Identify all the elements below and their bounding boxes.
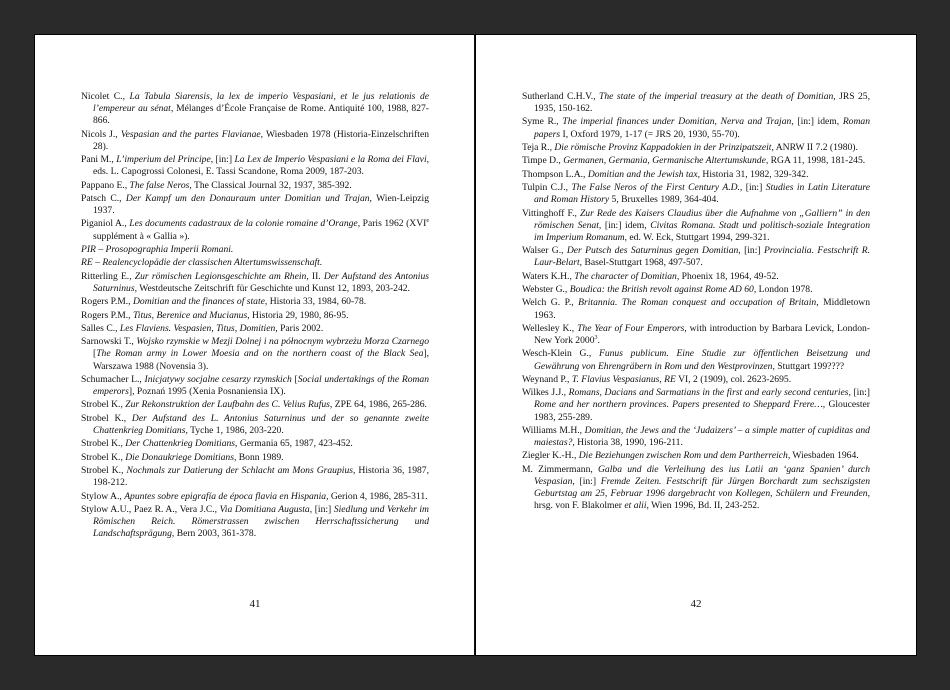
bibliography-entry xyxy=(522,271,870,283)
entry-text: Strobel K., xyxy=(81,412,132,424)
entry-text: Sarnowski T., xyxy=(81,336,137,348)
page-number: 41 xyxy=(249,598,261,610)
entry-text: Rogers P.M., xyxy=(81,296,133,308)
superscript-text: 3 xyxy=(594,334,598,341)
italic-title-text: Vespasian and the partes Flavianae xyxy=(120,128,261,140)
bibliography-entry xyxy=(81,465,429,489)
bibliography-entry xyxy=(522,116,870,140)
entry-text: , Gerion 4, 1986, 285-311. xyxy=(326,490,428,502)
superscript-text: e xyxy=(426,218,429,225)
italic-title-text: Der Chattenkrieg Domitians xyxy=(125,438,236,450)
entry-text: supplément à « Gallia »). xyxy=(93,230,190,242)
bibliography-entry xyxy=(81,491,429,503)
italic-title-text: The Year of Four Emperors xyxy=(577,322,685,334)
entry-text: Walser G., xyxy=(522,245,567,257)
entry-text: Vittinghoff F., xyxy=(522,207,580,219)
bibliography-entry xyxy=(81,193,429,217)
bibliography-entry xyxy=(522,208,870,244)
entry-text: Williams M.H., xyxy=(522,424,585,436)
entry-text: , [in:] xyxy=(210,154,235,166)
italic-title-text: The False Neros of the First Century A.D. xyxy=(571,182,740,194)
italic-title-text: PIR – Prosopographia Imperii Romani. xyxy=(81,243,234,255)
italic-title-text: Britannia. The Roman conquest and occupation of Britain xyxy=(578,297,817,309)
entry-text: I, Oxford 1979, 1-17 (= JRS 20, 1930, 55-70). xyxy=(560,128,740,140)
bibliography-entry xyxy=(81,504,429,540)
entry-text: , Gloucester 1983, 255-289. xyxy=(534,399,870,423)
bibliography-entry xyxy=(81,91,429,127)
entry-text: , Bern 2003, 361-378. xyxy=(171,528,257,540)
entry-text: , [in:] xyxy=(572,475,601,487)
bibliography-entry xyxy=(81,218,429,242)
bibliography-entry xyxy=(81,296,429,308)
entry-text: , eds. L. Capogrossi Colonesi, E. Tassi Scandone, Roma 2009, 187-203. xyxy=(93,154,430,178)
entry-text: Wesch-Klein G., xyxy=(522,348,599,360)
entry-text: , RGA 11, 1998, 181-245. xyxy=(765,155,866,167)
italic-title-text: La Tabula Siarensis, la lex de imperio Vespasiani, et le jus relationis de l’empereur au sénat xyxy=(93,91,429,115)
entry-text: , The Classical Journal 32, 1937, 385-392. xyxy=(189,179,352,191)
italic-title-text: Die Beziehungen zwischen Rom und dem Partherreich xyxy=(578,450,788,462)
entry-text: Wellesley K., xyxy=(522,322,578,334)
entry-text: Ritterling E., xyxy=(81,270,135,282)
entry-text: Schumacher L., xyxy=(81,373,145,385)
entry-text: Patsch C., xyxy=(81,192,126,204)
italic-title-text: La Lex de Imperio Vespasiani e la Roma dei Flavi xyxy=(234,154,427,166)
entry-text: Tulpin C.J., xyxy=(522,182,572,194)
entry-text: Syme R., xyxy=(522,116,563,128)
entry-text: , London 1978. xyxy=(753,284,813,296)
entry-text: , Phoenix 18, 1964, 49-52. xyxy=(676,270,779,282)
bibliography-entry xyxy=(522,182,870,206)
entry-text: VI, 2 (1909), col. 2623-2695. xyxy=(675,373,792,385)
left-page xyxy=(34,34,476,656)
bibliography-entry xyxy=(81,180,429,192)
entry-text: Pani M., xyxy=(81,154,117,166)
entry-text: , II. xyxy=(306,270,324,282)
italic-title-text: Zur Rekonstruktion der Laufbahn des C. Velius Rufus xyxy=(125,399,330,411)
entry-text: Nicols J., xyxy=(81,128,121,140)
entry-text: , Middletown 1963. xyxy=(534,297,871,321)
bibliography-entry xyxy=(522,464,870,512)
italic-title-text: Zur römischen Legionsgeschichte am Rhein xyxy=(134,270,307,282)
italic-title-text: Der Putsch des Saturninus gegen Domitian xyxy=(566,245,739,257)
entry-text: Piganiol A., xyxy=(81,218,130,230)
entry-text: , hrsg. von F. Blakolmer xyxy=(534,487,870,512)
entry-text: , Paris 1962 (XVI xyxy=(357,218,427,230)
italic-title-text: Fremde Zeiten. Festschrift für Jürgen Borchardt zum sechszigsten Geburtstag am 25, Februar 1996 dargebracht von Kollegen, Schülern und Freunden xyxy=(534,475,871,499)
italic-title-text: Der Aufstand des Antonius Saturninus xyxy=(93,270,429,294)
bibliography-entry xyxy=(522,323,870,347)
entry-text: , Mélanges d’École Française de Rome. Antiquité 100, 1988, 827-866. xyxy=(93,103,429,127)
entry-text: Welch G. P., xyxy=(522,297,579,309)
entry-text: , ed. W. Eck, Stuttgart 1994, 299-321. xyxy=(624,231,770,243)
entry-text: , Historia 38, 1990, 196-211. xyxy=(572,436,683,448)
entry-text: M. Zimmermann, xyxy=(522,463,598,475)
bibliography-entry xyxy=(81,336,429,372)
entry-text: Strobel K., xyxy=(81,438,126,450)
italic-title-text: Germanen, Germania, Germanische Altertumskunde xyxy=(563,155,766,167)
bibliography-list xyxy=(522,91,870,513)
bibliography-entry xyxy=(81,154,429,178)
entry-text: Rogers P.M., xyxy=(81,309,133,321)
entry-text: , Wien-Leipzig 1937. xyxy=(93,192,429,217)
entry-text: , [in:] idem, xyxy=(598,219,651,231)
entry-text: . xyxy=(597,335,600,347)
entry-text: Strobel K., xyxy=(81,451,126,463)
italic-title-text: Via Domitiana Augusta xyxy=(219,503,310,515)
entry-text: , Wiesbaden 1978 (Historia-Einzelschriften 28). xyxy=(93,128,429,152)
italic-title-text: Roman papers xyxy=(534,116,870,140)
italic-title-text: Funus publicum. Eine Studie zur öffentlichen Beisetzung und Gewährung von Ehrengräbern in Rom und den Westprovinzen xyxy=(534,348,870,372)
entry-text: 5, Bruxelles 1989, 364-404. xyxy=(609,194,719,206)
bibliography-entry xyxy=(522,91,870,115)
entry-text: , Tyche 1, 1986, 203-220. xyxy=(185,424,284,436)
bibliography-entry xyxy=(522,297,870,321)
entry-text: [ xyxy=(291,373,298,385)
bibliography-entry xyxy=(81,257,429,269)
entry-text: , [in:] idem, xyxy=(791,116,843,128)
italic-title-text: Der Aufstand des L. Antonius Saturninus und der so genannte zweite Chattenkrieg Domitians xyxy=(93,412,429,436)
bibliography-entry xyxy=(522,425,870,449)
entry-text: , Paris 2002. xyxy=(275,322,324,334)
page-number: 42 xyxy=(690,598,702,610)
bibliography-entry xyxy=(522,374,870,386)
entry-text: , [in:] xyxy=(739,182,766,194)
entry-text: , Germania 65, 1987, 423-452. xyxy=(235,438,353,450)
italic-title-text: Apuntes sobre epigrafía de época flavia en Hispania xyxy=(124,490,327,502)
entry-text: Timpe D., xyxy=(522,155,564,167)
italic-title-text: RE xyxy=(664,373,676,385)
bibliography-entry xyxy=(81,129,429,153)
italic-title-text: Boudica: the British revolt against Rome AD 60 xyxy=(569,284,754,296)
entry-text: Strobel K., xyxy=(81,399,126,411)
bibliography-entry xyxy=(81,323,429,335)
italic-title-text: Zur Rede des Kaisers Claudius über die Aufnahme von „Galliern” in den römischen Senat xyxy=(534,207,871,231)
bibliography-entry xyxy=(81,399,429,411)
bibliography-entry xyxy=(522,387,870,423)
entry-text: Stylow A., xyxy=(81,490,125,502)
italic-title-text: Social undertakings of the Roman emperors xyxy=(93,373,430,398)
entry-text: Weynand P., xyxy=(522,373,572,385)
entry-text: Wilkes J.J., xyxy=(522,387,569,399)
bibliography-entry xyxy=(81,244,429,256)
bibliography-entry xyxy=(522,142,870,154)
entry-text: ], Warszawa 1988 (Novensia 3). xyxy=(93,348,429,372)
italic-title-text: Domitian and the Jewish tax xyxy=(587,168,698,180)
entry-text: , Westdeutsche Zeitschrift für Geschichte und Kunst 12, 1893, 203-242. xyxy=(134,282,410,294)
italic-title-text: Provincialia. Festschrift R. Laur-Belart xyxy=(534,245,871,269)
italic-title-text: The state of the imperial treasury at the death of Domitian xyxy=(599,91,834,102)
italic-title-text: Die Donaukriege Domitians xyxy=(125,451,234,463)
italic-title-text: Die römische Provinz Kappadokien in der Prinzipatszeit xyxy=(554,141,772,153)
italic-title-text: Der Kampf um den Donauraum unter Domitian und Trajan xyxy=(125,192,370,204)
entry-text: Pappano E., xyxy=(81,179,130,191)
bibliography-entry xyxy=(522,284,870,296)
entry-text: , Wiesbaden 1964. xyxy=(787,450,859,462)
entry-text: Thompson L.A., xyxy=(522,168,588,180)
bibliography-entry xyxy=(522,155,870,167)
entry-text: Salles C., xyxy=(81,322,120,334)
italic-title-text: Les Flaviens. Vespasien, Titus, Domitien xyxy=(119,322,276,334)
entry-text: ], Poznań 1995 (Xenia Posnaniensia IX). xyxy=(128,386,286,398)
italic-title-text: Domitian and the finances of state xyxy=(132,296,265,308)
bibliography-list xyxy=(81,91,429,542)
italic-title-text: The character of Domitian xyxy=(574,270,677,282)
italic-title-text: L’imperium del Principe xyxy=(116,154,211,166)
bibliography-entry xyxy=(81,452,429,464)
italic-title-text: The imperial finances under Domitian, Nerva and Trajan xyxy=(562,116,792,128)
entry-text: Stylow A.U., Paez R. A., Vera J.C., xyxy=(81,503,220,515)
entry-text: , with introduction by Barbara Levick, London-New York 2000 xyxy=(534,322,870,347)
bibliography-entry xyxy=(81,374,429,398)
entry-text: Ziegler K.-H., xyxy=(522,450,579,462)
bibliography-entry xyxy=(81,271,429,295)
italic-title-text: Titus, Berenice and Mucianus xyxy=(132,309,248,321)
entry-text: Sutherland C.H.V., xyxy=(522,91,600,102)
italic-title-text: Domitian, the Jews and the ‘Judaizers’ – a simple matter of cupiditas and maiestas? xyxy=(534,424,870,448)
bibliography-entry xyxy=(522,450,870,462)
italic-title-text: Romans, Dacians and Sarmatians in the first and early second centuries xyxy=(568,387,849,399)
entry-text: [ xyxy=(93,348,97,360)
entry-text: , Basel-Stuttgart 1968, 497-507. xyxy=(579,257,703,269)
entry-text: , Bonn 1989. xyxy=(233,451,284,463)
italic-title-text: Inicjatywy socjalne cesarzy rzymskich xyxy=(144,373,292,385)
italic-title-text: RE – Realencyclopädie der classischen Altertumswissenschaft. xyxy=(81,257,323,269)
entry-text: Strobel K., xyxy=(81,465,127,477)
italic-title-text: Galba und die Verleihung des ius Latii an ‘ganz Spanien’ durch Vespasian xyxy=(534,463,870,487)
entry-text: , Historia 31, 1982, 329-342. xyxy=(697,168,809,180)
bibliography-entry xyxy=(81,310,429,322)
italic-title-text: Nochmals zur Datierung der Schlacht am Mons Graupius xyxy=(126,465,353,477)
entry-text: , Historia 36, 1987, 198-212. xyxy=(93,465,429,489)
italic-title-text: Les documents cadastraux de la colonie romaine d’Orange xyxy=(129,218,358,230)
entry-text: , [in:] xyxy=(848,387,870,399)
italic-title-text: T. Flavius Vespasianus xyxy=(571,373,660,385)
italic-title-text: The Roman army in Lower Moesia and on the northern coast of the Black Sea xyxy=(96,348,424,360)
entry-text: Waters K.H., xyxy=(522,270,575,282)
bibliography-entry xyxy=(522,245,870,269)
bibliography-entry xyxy=(81,413,429,437)
entry-text: , Stuttgart 199???? xyxy=(772,360,845,372)
italic-title-text: Civitas Romana. Stadt und politisch-soziale Integration im Imperium Romanum xyxy=(534,219,870,243)
entry-text: Webster G., xyxy=(522,284,570,296)
bibliography-entry xyxy=(81,438,429,450)
italic-title-text: et alii xyxy=(624,500,647,512)
entry-text: , ZPE 64, 1986, 265-286. xyxy=(329,399,427,411)
entry-text: , [in:] xyxy=(309,503,334,515)
entry-text: , Historia 29, 1980, 86-95. xyxy=(247,309,349,321)
entry-text: Nicolet C., xyxy=(81,91,130,102)
italic-title-text: Siedlung und Verkehr im Römischen Reich. Römerstrassen zwischen Herrschaftssicherung und Landschaftsprägung xyxy=(93,503,429,540)
entry-text: , JRS 25, 1935, 150-162. xyxy=(534,91,871,115)
entry-text: Teja R., xyxy=(522,141,555,153)
bibliography-entry xyxy=(522,169,870,181)
right-page xyxy=(475,34,917,656)
italic-title-text: Wojsko rzymskie w Mezji Dolnej i na północnym wybrzeżu Morza Czarnego xyxy=(136,336,429,348)
entry-text: , Wien 1996, Bd. II, 243-252. xyxy=(646,500,760,512)
entry-text: , ANRW II 7.2 (1980). xyxy=(771,141,858,153)
italic-title-text: Rome and her northern provinces. Papers presented to Sheppard Frere… xyxy=(534,399,823,411)
entry-text: , xyxy=(659,373,665,385)
italic-title-text: Studies in Latin Literature and Roman History xyxy=(534,182,871,206)
italic-title-text: The false Neros xyxy=(129,179,190,191)
entry-text: , Historia 33, 1984, 60-78. xyxy=(264,296,367,308)
entry-text: , [in:] xyxy=(738,245,764,257)
bibliography-entry xyxy=(522,348,870,372)
